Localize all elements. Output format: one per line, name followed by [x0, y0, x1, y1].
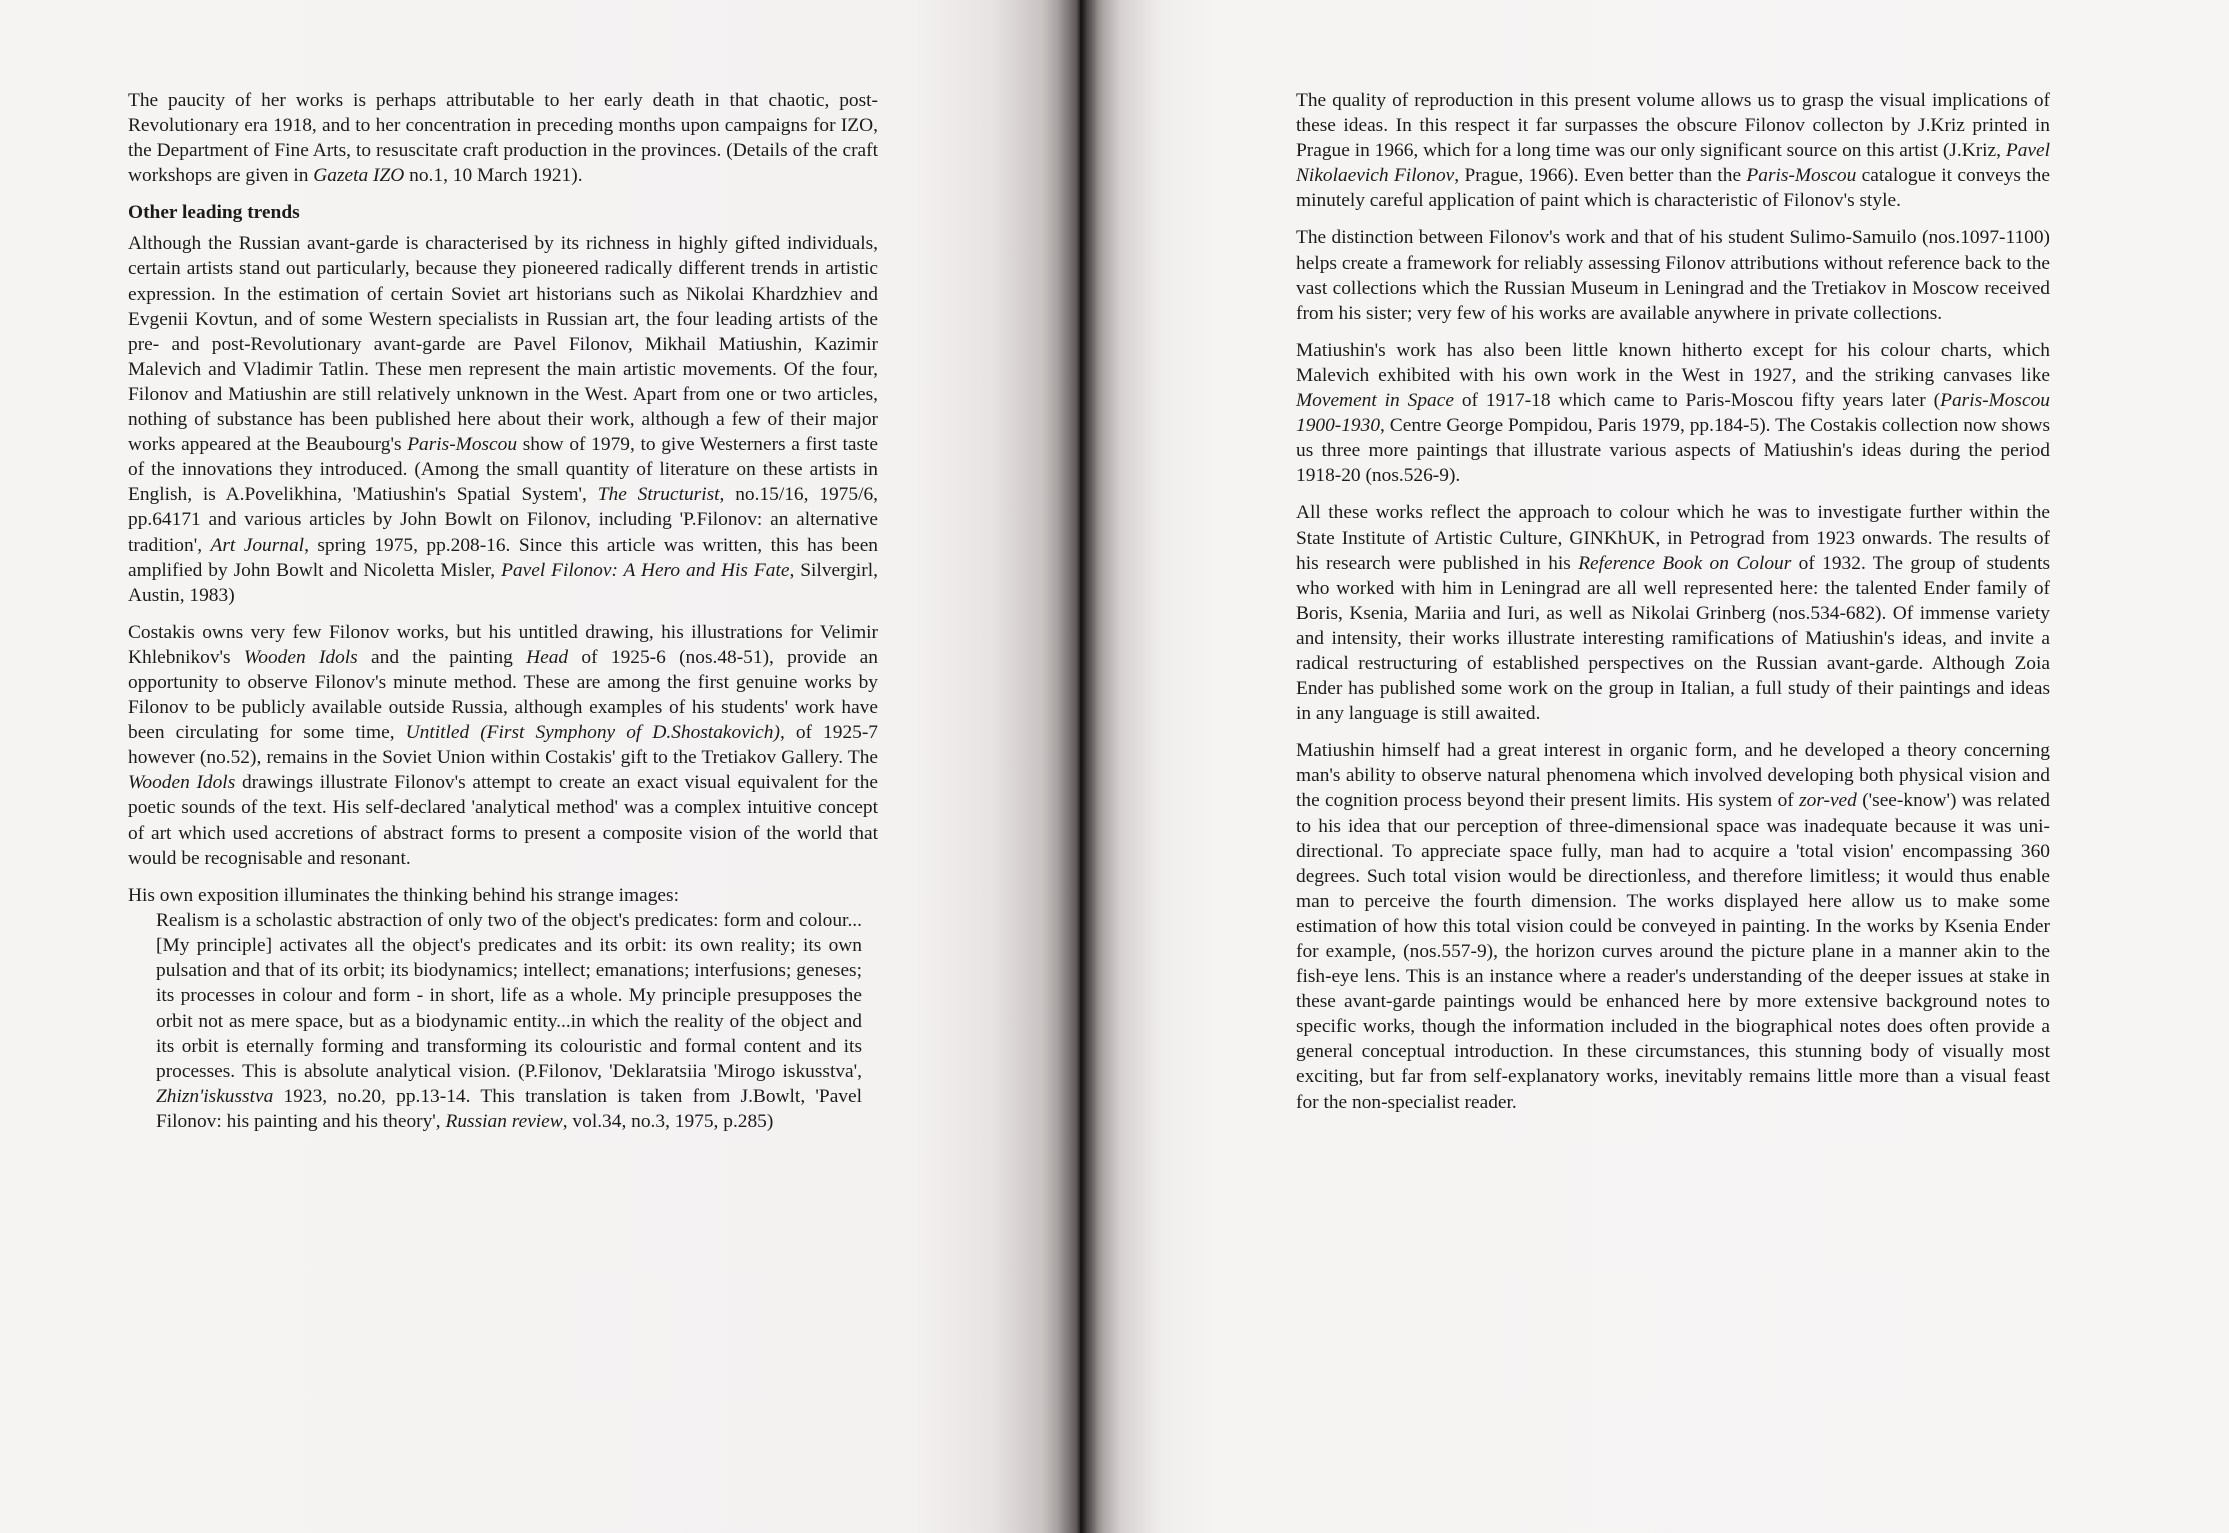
paragraph-own-exposition: His own exposition illuminates the thinking behind his strange images:	[128, 884, 679, 906]
paragraph-paucity: The paucity of her works is perhaps attributable to her early death in that chaotic, post-Revolutionary era 1918, and to her concentration in preceding months upon campaigns for IZO, the Department of Fine Arts, to resuscitate craft production in the provinces. (Details of the craft workshops are given in Gazeta IZO no.1, 10 March 1921).	[128, 90, 878, 187]
paragraph-organic-form: Matiushin himself had a great interest in organic form, and he developed a theory concerning man's ability to observe natural phenomena which involved developing both physical vision and the cognition process beyond their present limits. His system of zor-ved ('see-know') was related to his idea that our perception of three-dimensional space was inadequate because it was uni-directional. To appreciate space fully, man had to acquire a 'total vision' encompassing 360 degrees. Such total vision would be directionless, and therefore limitless; it would thus enable man to perceive the fourth dimension. The works displayed here allow us to make some estimation of how this total vision could be conveyed in painting. In the works by Ksenia Ender for example, (nos.557-9), the horizon curves around the picture plane in a manner akin to the fish-eye lens. This is an instance where a reader's understanding of the deeper issues at stake in these avant-garde paintings would be enhanced here by more extensive background notes to specific works, though the information included in the biographical notes does often provide a general conceptual introduction. In these circumstances, this stunning body of visually most exciting, but far from self-explanatory works, inevitably remains little more than a visual feast for the non-specialist reader.	[1296, 740, 2050, 1113]
paragraph-avant-garde-leaders: Although the Russian avant-garde is characterised by its richness in highly gifted individuals, certain artists stand out particularly, because they pioneered radically different trends in artistic expression. In the estimation of certain Soviet art historians such as Nikolai Khardzhiev and Evgenii Kovtun, and of some Western specialists in Russian art, the four leading artists of the pre- and post-Revolutionary avant-garde are Pavel Filonov, Mikhail Matiushin, Kazimir Malevich and Vladimir Tatlin. These men represent the main artistic movements. Of the four, Filonov and Matiushin are still relatively unknown in the West. Apart from one or two articles, nothing of substance has been published here about their work, although a few of their major works appeared at the Beaubourg's Paris-Moscou show of 1979, to give Westerners a first taste of the innovations they introduced. (Among the small quantity of literature on these artists in English, is A.Povelikhina, 'Matiushin's Spatial System', The Structurist, no.15/16, 1975/6, pp.64171 and various articles by John Bowlt on Filonov, including 'P.Filonov: an alternative tradition', Art Journal, spring 1975, pp.208-16. Since this article was written, this has been amplified by John Bowlt and Nicoletta Misler, Pavel Filonov: A Hero and His Fate, Silvergirl, Austin, 1983)	[128, 233, 878, 606]
paragraph-colour-research: All these works reflect the approach to colour which he was to investigate further within the State Institute of Artistic Culture, GINKhUK, in Petrograd from 1923 onwards. The results of his research were published in his Reference Book on Colour of 1932. The group of students who worked with him in Leningrad are all well represented here: the talented Ender family of Boris, Ksenia, Mariia and Iuri, as well as Nikolai Grinberg (nos.534-682). Of immense variety and intensity, their works illustrate interesting ramifications of Matiushin's ideas, and invite a radical restructuring of established perspectives on the Russian avant-garde. Although Zoia Ender has published some work on the group in Italian, a full study of their paintings and ideas in any language is still awaited.	[1296, 502, 2051, 725]
block-quote-filonov: Realism is a scholastic abstraction of only two of the object's predicates: form and colour...[My principle] activates all the object's predicates and its orbit: its own reality; its own pulsation and that of its orbit; its biodynamics; intellect; emanations; interfusions; geneses; its processes in colour and form - in short, life as a whole. My principle presupposes the orbit not as mere space, but as a biodynamic entity...in which the reality of the object and its orbit is eternally forming and transforming its colouristic and formal content and its processes. This is absolute analytical vision. (P.Filonov, 'Deklaratsiia 'Mirogo iskusstva', Zhizn'iskusstva 1923, no.20, pp.13-14. This translation is taken from J.Bowlt, 'Pavel Filonov: his painting and his theory', Russian review, vol.34, no.3, 1975, p.285)	[156, 909, 862, 1133]
paragraph-matiushin-work: Matiushin's work has also been little known hitherto except for his colour charts, which Malevich exhibited with his own work in the West in 1927, and the striking canvases like Movement in Space of 1917-18 which came to Paris-Moscou fifty years later (Paris-Moscou 1900-1930, Centre George Pompidou, Paris 1979, pp.184-5). The Costakis collection now shows us three more paintings that illustrate various aspects of Matiushin's ideas during the period 1918-20 (nos.526-9).	[1296, 339, 2050, 487]
paragraph-sulimo-samuilo: The distinction between Filonov's work and that of his student Sulimo-Samuilo (nos.1097-1100) helps create a framework for reliably assessing Filonov attributions without reference back to the vast collections which the Russian Museum in Leningrad and the Tretiakov in Moscow received from his sister; very few of his works are available anywhere in private collections.	[1296, 227, 2050, 324]
left-page-text-column	[128, 88, 878, 1135]
paragraph-costakis-filonov: Costakis owns very few Filonov works, but his untitled drawing, his illustrations for Velimir Khlebnikov's Wooden Idols and the painting Head of 1925-6 (nos.48-51), provide an opportunity to observe Filonov's minute method. These are among the first genuine works by Filonov to be publicly available outside Russia, although examples of his students' work have been circulating for some time, Untitled (First Symphony of D.Shostakovich), of 1925-7 however (no.52), remains in the Soviet Union within Costakis' gift to the Tretiakov Gallery. The Wooden Idols drawings illustrate Filonov's attempt to create an exact visual equivalent for the poetic sounds of the text. His self-declared 'analytical method' was a complex intuitive concept of art which used accretions of abstract forms to present a composite vision of the world that would be recognisable and resonant.	[128, 621, 879, 869]
paragraph-reproduction-quality: The quality of reproduction in this present volume allows us to grasp the visual implications of these ideas. In this respect it far surpasses the obscure Filonov collecton by J.Kriz printed in Prague in 1966, which for a long time was our only significant source on this artist (J.Kriz, Pavel Nikolaevich Filonov, Prague, 1966). Even better than the Paris-Moscou catalogue it conveys the minutely careful application of paint which is characteristic of Filonov's style.	[1296, 90, 2050, 212]
book-gutter-shadow	[1058, 0, 1104, 1533]
right-page-text-column	[1296, 88, 2050, 1127]
left-page	[0, 0, 1080, 1533]
section-heading-other-leading-trends: Other leading trends	[128, 202, 300, 224]
